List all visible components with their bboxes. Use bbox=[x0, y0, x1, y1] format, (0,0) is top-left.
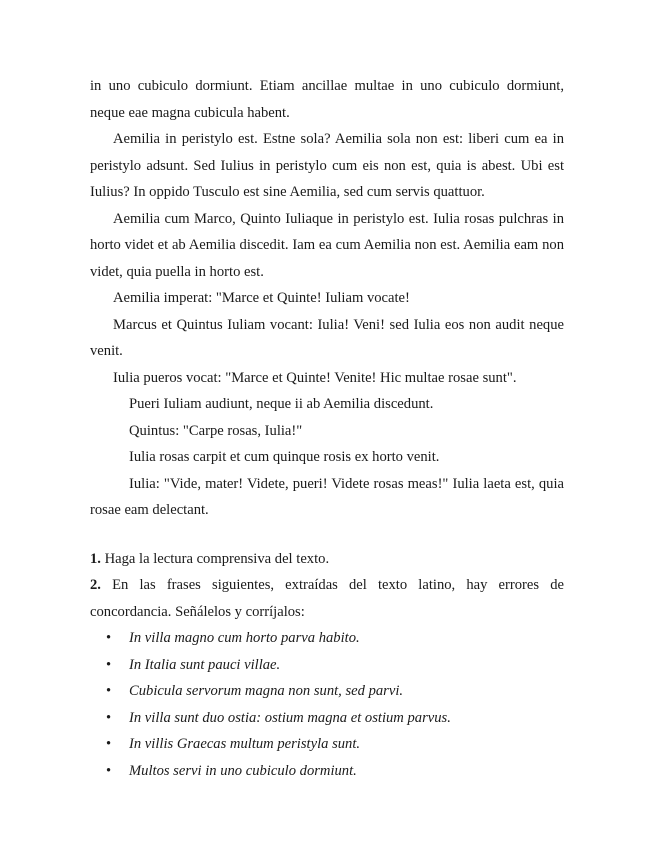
paragraph-aemilia-imperat: Aemilia imperat: "Marce et Quinte! Iuliam vocate! bbox=[113, 290, 410, 306]
bullet-icon: • bbox=[106, 656, 112, 673]
exercise-sentence: Multos servi in uno cubiculo dormiunt. bbox=[129, 762, 357, 779]
paragraph-pueri-audiunt: Pueri Iuliam audiunt, neque ii ab Aemilia discedunt. bbox=[129, 396, 434, 412]
exercise-sentence: Cubicula servorum magna non sunt, sed parvi. bbox=[129, 683, 404, 700]
exercise-sentence: In villis Graecas multum peristyla sunt. bbox=[129, 736, 361, 753]
paragraph-aemilia-peristylo: Aemilia in peristylo est. Estne sola? Aemilia sola non est: liberi cum ea in peristylo adsunt. Sed Iulius in peristylo cum eis non est, quia is abest. Ubi est Iulius? In oppido Tusculo est sine Aemilia, sed cum servis quattuor. bbox=[90, 131, 564, 200]
exercise-sentence: In Italia sunt pauci villae. bbox=[129, 656, 281, 673]
bullet-icon: • bbox=[106, 630, 112, 646]
list-item bbox=[90, 625, 564, 652]
bullet-icon: • bbox=[106, 736, 112, 753]
paragraph-marcus-quintus: Marcus et Quintus Iuliam vocant: Iulia! Veni! sed Iulia eos non audit neque venit. bbox=[90, 316, 564, 359]
bullet-icon: • bbox=[106, 762, 112, 779]
paragraph-iulia-vide: Iulia: "Vide, mater! Videte, pueri! Videte rosas meas!" Iulia laeta est, quia rosae eam delectant. bbox=[90, 475, 564, 518]
task-2-number: 2. bbox=[90, 577, 101, 593]
document-page bbox=[90, 73, 564, 785]
paragraph-iulia-carpit: Iulia rosas carpit et cum quinque rosis ex horto venit. bbox=[129, 449, 440, 465]
paragraph-aemilia-marco: Aemilia cum Marco, Quinto Iuliaque in peristylo est. Iulia rosas pulchras in horto videt et ab Aemilia discedit. Iam ea cum Aemilia non est. Aemilia eam non videt, quia puella in horto est. bbox=[90, 210, 564, 280]
list-item bbox=[90, 705, 564, 732]
section-gap bbox=[90, 524, 564, 546]
list-item bbox=[90, 758, 564, 785]
list-item bbox=[90, 678, 564, 705]
task-1-number: 1. bbox=[90, 550, 101, 567]
task-1 bbox=[90, 546, 564, 573]
paragraph-continuation: in uno cubiculo dormiunt. Etiam ancillae multae in uno cubiculo dormiunt, neque eae magna cubicula habent. bbox=[90, 78, 564, 121]
task-1-text: Haga la lectura comprensiva del texto. bbox=[100, 550, 330, 567]
task-2-text: En las frases siguientes, extraídas del texto latino, hay errores de concordancia. Señálelos y corríjalos: bbox=[90, 577, 564, 620]
task-2 bbox=[90, 572, 564, 625]
list-item bbox=[90, 652, 564, 679]
bullet-icon: • bbox=[106, 709, 112, 726]
paragraph-iulia-vocat: Iulia pueros vocat: "Marce et Quinte! Venite! Hic multae rosae sunt". bbox=[113, 369, 517, 386]
exercise-sentence: In villa magno cum horto parva habito. bbox=[129, 630, 360, 646]
exercise-list bbox=[90, 625, 564, 785]
paragraph-quintus: Quintus: "Carpe rosas, Iulia!" bbox=[129, 422, 303, 439]
exercise-sentence: In villa sunt duo ostia: ostium magna et ostium parvus. bbox=[129, 709, 451, 726]
list-item bbox=[90, 731, 564, 758]
bullet-icon: • bbox=[106, 683, 112, 700]
